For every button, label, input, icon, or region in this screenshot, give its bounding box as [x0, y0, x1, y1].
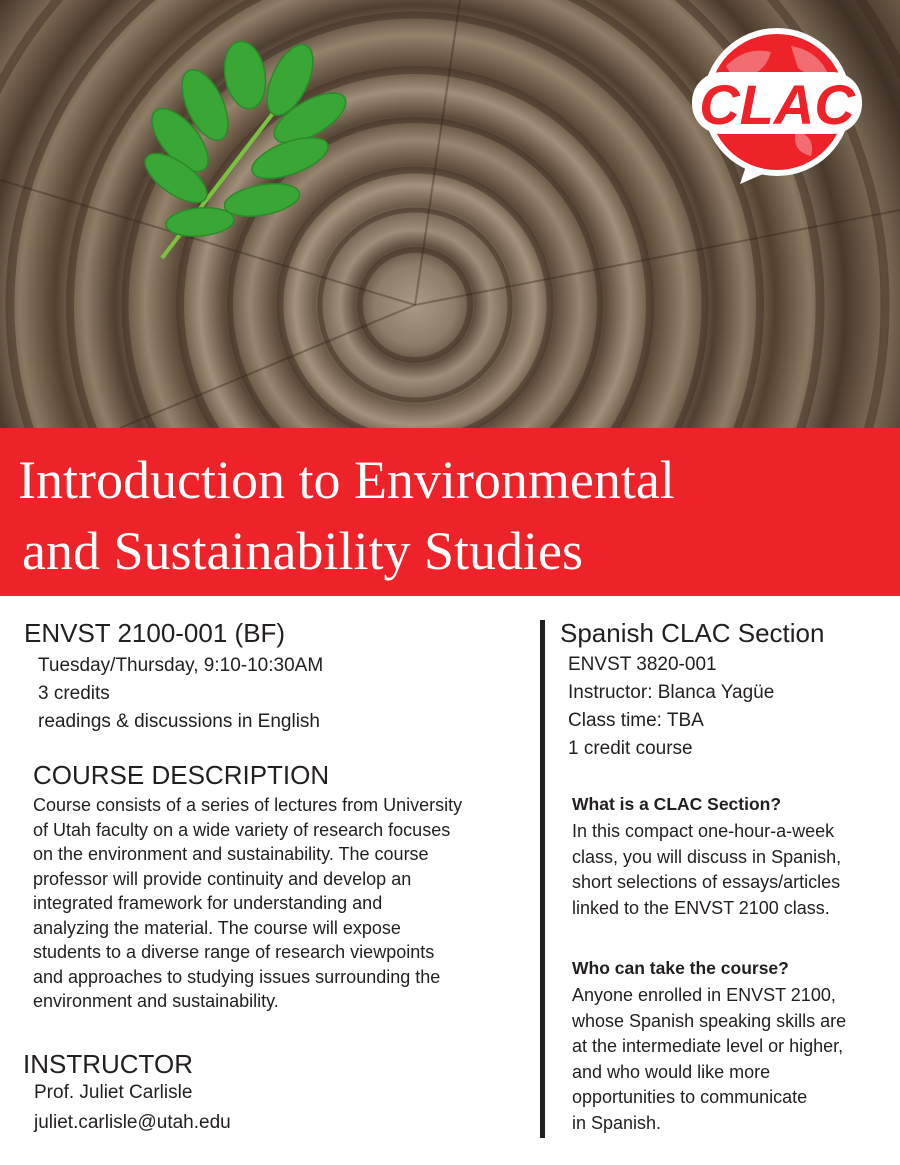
answer-line: and who would like more [572, 1061, 771, 1082]
clac-class-time: Class time: TBA [568, 710, 704, 731]
course-code: ENVST 2100-001 (BF) [24, 618, 286, 648]
description-heading: COURSE DESCRIPTION [33, 760, 330, 790]
column-divider [540, 620, 545, 1138]
course-schedule: Tuesday/Thursday, 9:10-10:30AM [38, 655, 324, 676]
answer-line: opportunities to communicate [572, 1087, 808, 1107]
hero-image [0, 0, 900, 428]
course-credits: 3 credits [38, 683, 110, 704]
page-title-line-2: and Sustainability Studies [22, 521, 583, 581]
clac-section-heading: Spanish CLAC Section [560, 618, 825, 648]
faq-question-what: What is a CLAC Section? [572, 794, 782, 814]
description-line: students to a diverse range of research viewpoints [33, 942, 435, 962]
description-line: integrated framework for understanding and [33, 893, 383, 913]
answer-line: class, you will discuss in Spanish, [572, 846, 842, 867]
clac-instructor: Instructor: Blanca Yagüe [568, 682, 775, 703]
faq-question-who: Who can take the course? [572, 958, 789, 978]
answer-line: In this compact one-hour-a-week [572, 821, 835, 841]
clac-course-code: ENVST 3820-001 [568, 654, 717, 675]
description-line: professor will provide continuity and develop an [33, 868, 412, 889]
description-line: and approaches to studying issues surrounding the [33, 966, 441, 987]
title-banner [0, 428, 900, 596]
faq-answer-who [572, 983, 894, 1136]
answer-line: linked to the ENVST 2100 class. [572, 897, 830, 918]
description-line: on the environment and sustainability. The course [33, 844, 429, 864]
faq-answer-what [572, 819, 894, 921]
answer-line: Anyone enrolled in ENVST 2100, [572, 985, 836, 1005]
answer-line: whose Spanish speaking skills are [572, 1010, 847, 1031]
clac-logo [686, 26, 868, 184]
page-title-line-1: Introduction to Environmental [18, 450, 675, 510]
course-description [33, 793, 523, 1014]
clac-logo-text: CLAC [699, 73, 855, 136]
description-line: analyzing the material. The course will expose [33, 917, 401, 938]
answer-line: in Spanish. [572, 1112, 662, 1133]
instructor-name: Prof. Juliet Carlisle [34, 1082, 193, 1103]
clac-credit: 1 credit course [568, 738, 693, 759]
instructor-heading: INSTRUCTOR [23, 1049, 193, 1079]
description-line: Course consists of a series of lectures from University [33, 795, 463, 815]
answer-line: at the intermediate level or higher, [572, 1036, 844, 1056]
description-line: environment and sustainability. [33, 991, 279, 1011]
description-line: of Utah faculty on a wide variety of research focuses [33, 819, 451, 840]
answer-line: short selections of essays/articles [572, 872, 841, 892]
instructor-email-link[interactable]: juliet.carlisle@utah.edu [34, 1112, 231, 1133]
course-language: readings & discussions in English [38, 711, 320, 732]
